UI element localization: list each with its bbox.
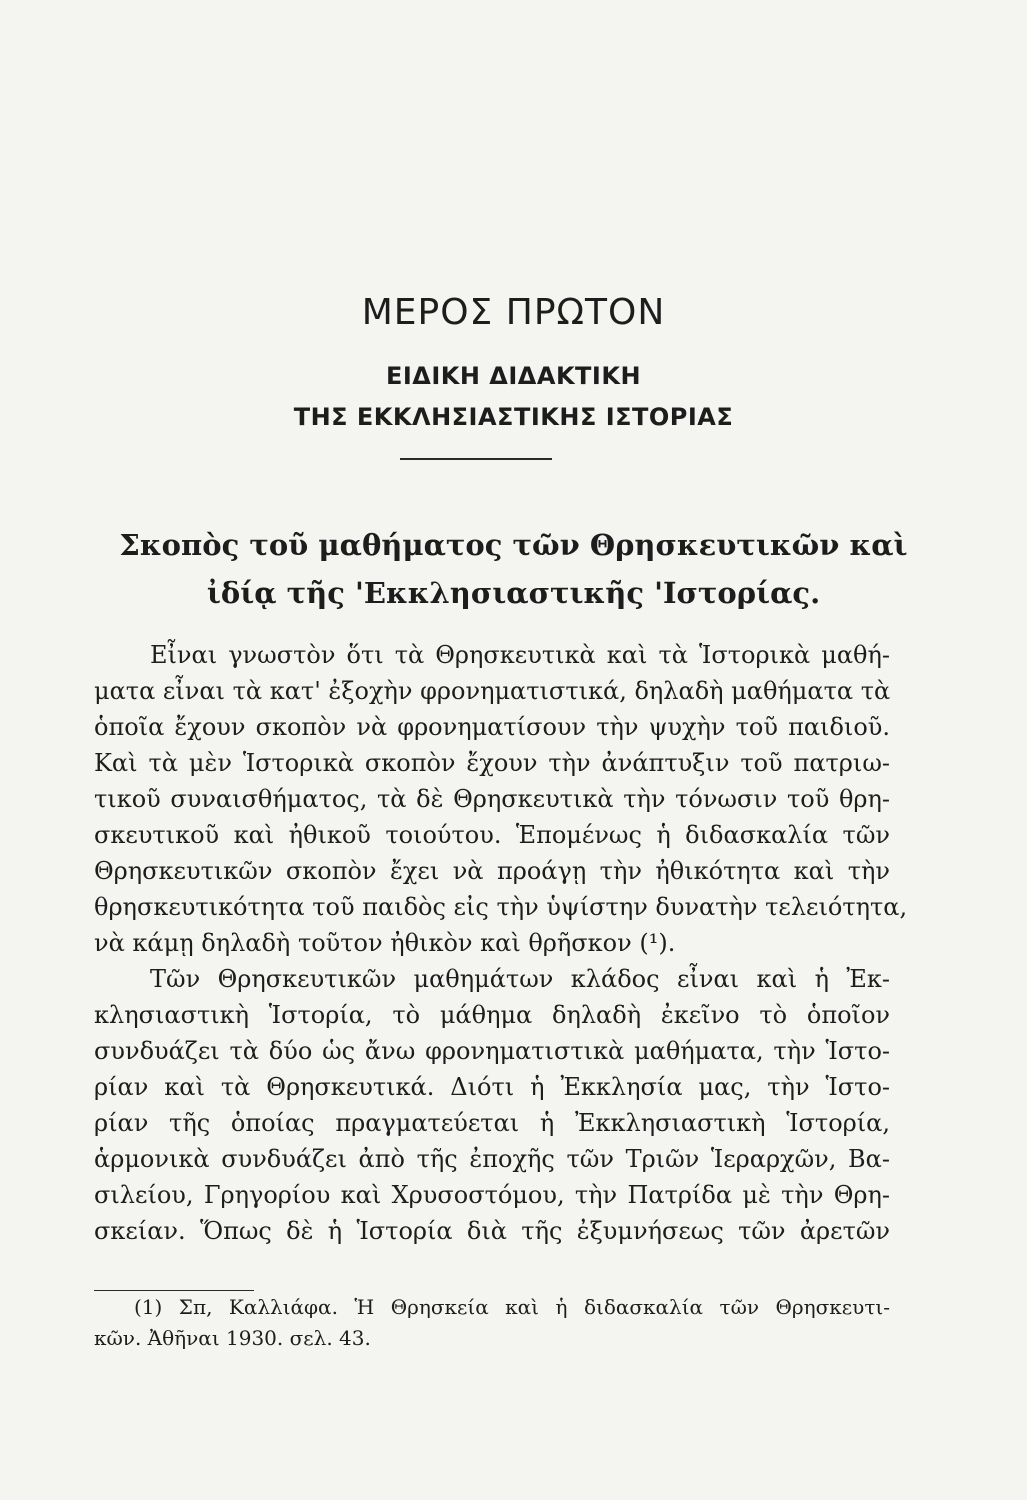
body-line: Θρησκευτικῶν σκοπὸν ἔχει νὰ προάγῃ τὴν ἠθικότητα καὶ τὴν <box>94 857 890 885</box>
part-title: ΜΕΡΟΣ ΠΡΩΤΟΝ <box>361 292 666 333</box>
body-line: ρίαν τῆς ὁποίας πραγματεύεται ἡ Ἐκκλησιαστικὴ Ἱστορία, <box>94 1109 890 1137</box>
section-heading-line-2: ἰδίᾳ τῆς 'Εκκλησιαστικῆς 'Ιστορίας. <box>206 576 821 610</box>
body-line: σκευτικοῦ καὶ ἠθικοῦ τοιούτου. Ἑπομένως ἡ διδασκαλία τῶν <box>94 821 890 849</box>
footnote-line-1: (1) Σπ, Καλλιάφα. Ἡ Θρησκεία καὶ ἡ διδασκαλία τῶν Θρησκευτι- <box>134 1295 890 1319</box>
title-divider <box>400 458 552 460</box>
body-line: ὁποῖα ἔχουν σκοπὸν νὰ φρονηματίσουν τὴν ψυχὴν τοῦ παιδιοῦ. <box>94 713 890 741</box>
body-line: συνδυάζει τὰ δύο ὡς ἄνω φρονηματιστικὰ μαθήματα, τὴν Ἱστο- <box>94 1037 890 1065</box>
section-heading-line-1: Σκοπὸς τοῦ μαθήματος τῶν Θρησκευτικῶν καὶ <box>119 528 908 562</box>
body-line: κλησιαστικὴ Ἱστορία, τὸ μάθημα δηλαδὴ ἐκεῖνο τὸ ὁποῖον <box>94 1001 890 1029</box>
body-line: θρησκευτικότητα τοῦ παιδὸς εἰς τὴν ὑψίστην δυνατὴν τελειότητα, <box>94 893 908 921</box>
body-line: σκείαν. Ὅπως δὲ ἡ Ἱστορία διὰ τῆς ἐξυμνήσεως τῶν ἀρετῶν <box>94 1217 890 1245</box>
body-line: Καὶ τὰ μὲν Ἱστορικὰ σκοπὸν ἔχουν τὴν ἀνάπτυξιν τοῦ πατριω- <box>94 749 890 777</box>
body-line: ἁρμονικὰ συνδυάζει ἀπὸ τῆς ἐποχῆς τῶν Τριῶν Ἱεραρχῶν, Βα- <box>94 1145 890 1173</box>
body-line: Εἶναι γνωστὸν ὅτι τὰ Θρησκευτικὰ καὶ τὰ Ἱστορικὰ μαθή- <box>150 641 890 669</box>
body-line: νὰ κάμῃ δηλαδὴ τοῦτον ἠθικὸν καὶ θρῆσκον (¹). <box>94 929 676 957</box>
body-line: ρίαν καὶ τὰ Θρησκευτικά. Διότι ἡ Ἐκκλησία μας, τὴν Ἱστο- <box>94 1073 890 1101</box>
body-line: σιλείου, Γρηγορίου καὶ Χρυσοστόμου, τὴν Πατρίδα μὲ τὴν Θρη- <box>94 1181 890 1209</box>
footnote-line-2: κῶν. Ἀθῆναι 1930. σελ. 43. <box>94 1326 371 1350</box>
footnote-divider <box>94 1290 254 1291</box>
body-line: Τῶν Θρησκευτικῶν μαθημάτων κλάδος εἶναι καὶ ἡ Ἐκ- <box>150 965 890 993</box>
body-line: ματα εἶναι τὰ κατ' ἐξοχὴν φρονηματιστικά, δηλαδὴ μαθήματα τὰ <box>94 677 891 705</box>
subtitle-line-1: ΕΙΔΙΚΗ ΔΙΔΑΚΤΙΚΗ <box>385 362 642 390</box>
body-line: τικοῦ συναισθήματος, τὰ δὲ Θρησκευτικὰ τὴν τόνωσιν τοῦ θρη- <box>94 785 890 813</box>
subtitle-line-2: ΤΗΣ ΕΚΚΛΗΣΙΑΣΤΙΚΗΣ ΙΣΤΟΡΙΑΣ <box>293 403 734 431</box>
